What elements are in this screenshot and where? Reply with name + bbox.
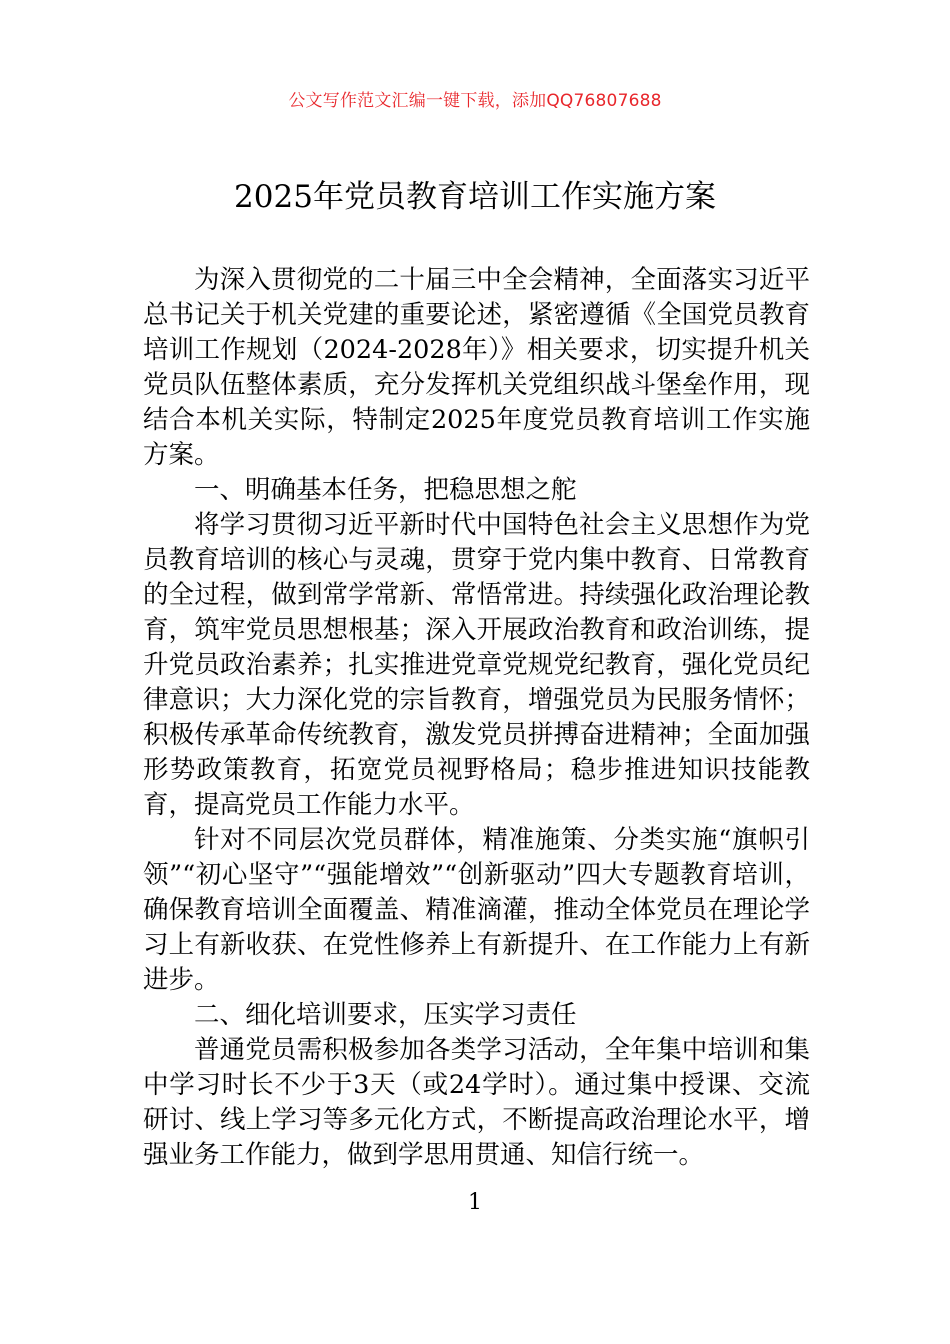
body-paragraph: 普通党员需积极参加各类学习活动，全年集中培训和集中学习时长不少于3天（或24学时）。通过集中授课、交流研讨、线上学习等多元化方式，不断提高政治理论水平，增强业务工作能力，做到学思用贯通、知信行统一。 <box>143 1035 810 1170</box>
section-heading-1: 一、明确基本任务，把稳思想之舵 <box>194 475 577 505</box>
body-paragraph: 针对不同层次党员群体，精准施策、分类实施“旗帜引领”“初心坚守”“强能增效”“创新驱动”四大专题教育培训，确保教育培训全面覆盖、精准滴灌，推动全体党员在理论学习上有新收获、在党性修养上有新提升、在工作能力上有新进步。 <box>143 825 810 995</box>
document-body <box>143 263 810 1173</box>
body-paragraph: 将学习贯彻习近平新时代中国特色社会主义思想作为党员教育培训的核心与灵魂，贯穿于党内集中教育、日常教育的全过程，做到常学常新、常悟常进。持续强化政治理论教育，筑牢党员思想根基；深入开展政治教育和政治训练，提升党员政治素养；扎实推进党章党规党纪教育，强化党员纪律意识；大力深化党的宗旨教育，增强党员为民服务情怀；积极传承革命传统教育，激发党员拼搏奋进精神；全面加强形势政策教育，拓宽党员视野格局；稳步推进知识技能教育，提高党员工作能力水平。 <box>143 510 810 820</box>
download-notice: 公文写作范文汇编一键下载，添加QQ76807688 <box>288 91 662 111</box>
section-heading-2: 二、细化培训要求，压实学习责任 <box>194 1000 577 1030</box>
page-number: 1 <box>468 1190 482 1215</box>
intro-paragraph: 为深入贯彻党的二十届三中全会精神，全面落实习近平总书记关于机关党建的重要论述，紧密遵循《全国党员教育培训工作规划（2024-2028年）》相关要求，切实提升机关党员队伍整体素质，充分发挥机关党组织战斗堡垒作用，现结合本机关实际，特制定2025年度党员教育培训工作实施方案。 <box>143 265 810 470</box>
document-title: 2025年党员教育培训工作实施方案 <box>234 179 716 215</box>
